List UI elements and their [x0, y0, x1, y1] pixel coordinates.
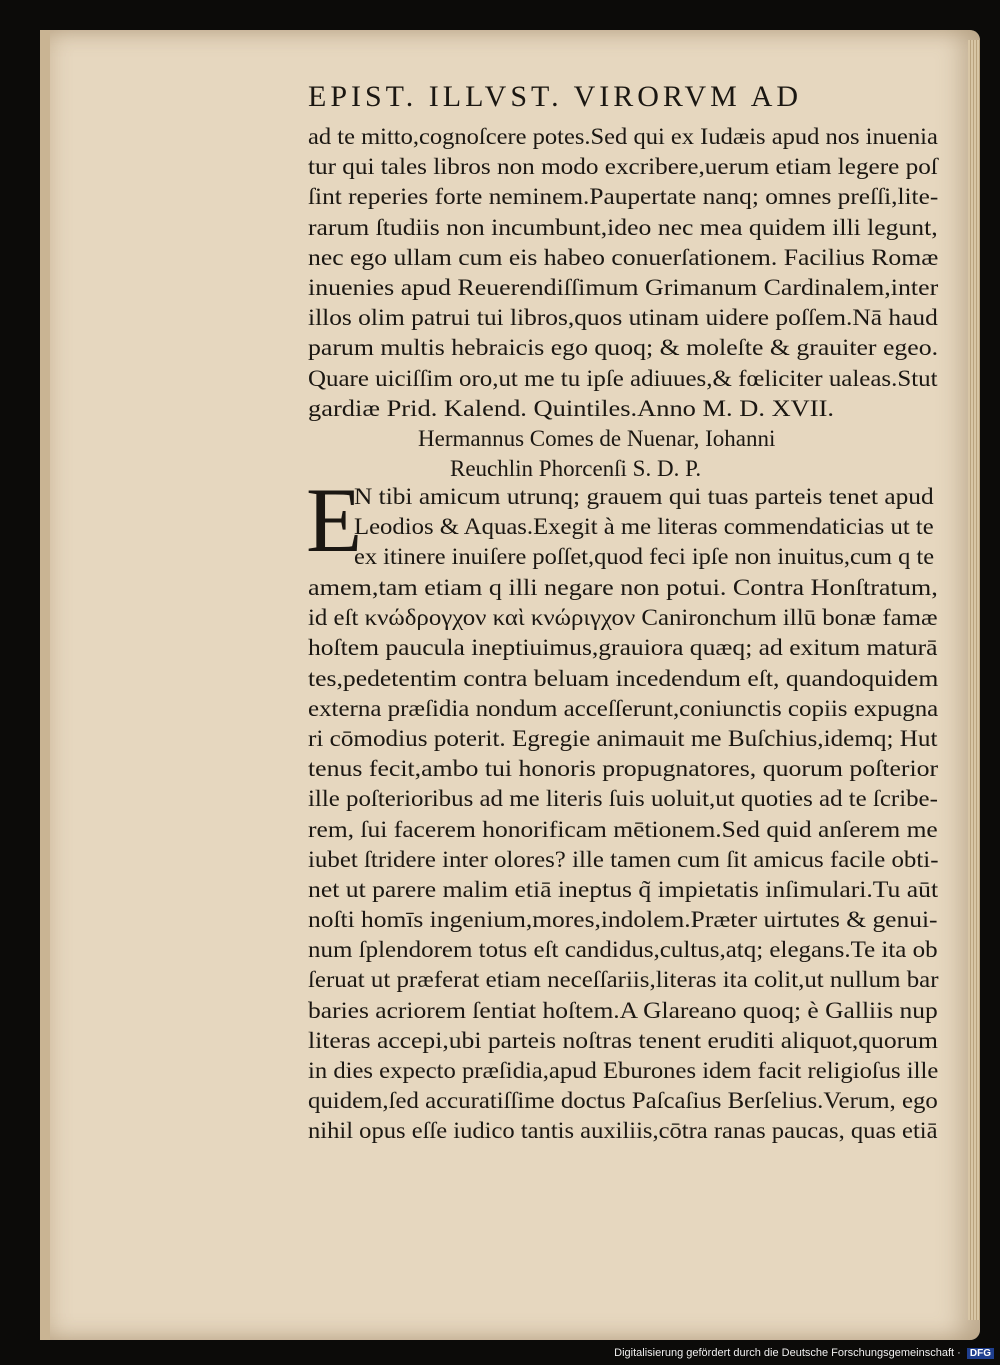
credit-text: Digitalisierung gefördert durch die Deutsche Forschungsgemeinschaft: [614, 1347, 955, 1359]
text-line: externa præſidia nondum acceſſerunt,coniunctis copiis expugna: [308, 695, 939, 721]
text-line: ad te mitto,cognoſcere potes.Sed qui ex Iudæis apud nos inuenia: [308, 124, 938, 149]
text-line: rarum ſtudiis non incumbunt,ideo nec mea quidem illi legunt,: [308, 214, 938, 240]
text-line: ex itinere inuiſere poſſet,quod feci ipſe non inuitus,cum q te: [354, 544, 935, 570]
text-line: ri cōmodius poterit. Egregie animauit me Buſchius,idemq; Hut: [308, 725, 938, 751]
text-line: hoſtem paucula ineptiuimus,grauiora quæq; ad exitum maturā: [308, 635, 938, 661]
text-line: id eſt κνώδρογχον καὶ κνώριγχον Canironchum illū bonæ famæ: [308, 605, 938, 631]
running-head: EPIST. ILLVST. VIRORVM AD: [308, 80, 803, 113]
text-line: N tibi amicum utrunq; grauem qui tuas parteis tenet apud: [354, 484, 934, 509]
paragraph-1: [308, 122, 938, 424]
text-line: baries acriorem ſentiat hoſtem.A Glareano quoq; è Galliis nup: [308, 997, 938, 1023]
text-line: gardiæ Prid. Kalend. Quintiles.Anno M. D. XVII.: [308, 395, 835, 421]
text-line: noſti homīs ingenium,mores,indolem.Præter uirtutes & genui-: [308, 907, 938, 933]
text-line: ſeruat ut præferat etiam neceſſariis,literas ita colit,ut nullum bar: [308, 967, 939, 993]
text-line: num ſplendorem totus eſt candidus,cultus,atq; elegans.Te ita ob: [308, 937, 938, 963]
text-line: quidem,ſed accuratiſſime doctus Paſcaſius Berſelius.Verum, ego: [308, 1088, 938, 1114]
text-line: iubet ſtridere inter olores? ille tamen cum ſit amicus facile obti-: [308, 846, 939, 872]
letter-heading-line-2: Reuchlin Phorcenſi S. D. P.: [450, 456, 702, 481]
paragraph-2: [308, 573, 938, 1147]
letter-heading: [418, 424, 838, 484]
text-line: rem, ſui facerem honorificam mētionem.Sed quid anſerem me: [308, 816, 938, 842]
text-line: illos olim patrui tui libros,quos utinam uidere poſſem.Nā haud: [308, 305, 938, 331]
text-line: tenus fecit,ambo tui honoris propugnatores, quorum poſterior: [308, 756, 939, 782]
dfg-logo: DFG: [967, 1348, 994, 1359]
text-line: ſint reperies forte neminem.Paupertate nanq; omnes preſſi,lite-: [308, 184, 939, 210]
text-line: tes,pedetentim contra beluam incedendum eſt, quandoquidem: [308, 665, 939, 691]
text-line: amem,tam etiam q illi negare non potui. Contra Honſtratum,: [308, 575, 938, 600]
text-line: tur qui tales libros non modo excribere,uerum etiam legere poſ: [308, 154, 938, 180]
text-line: nec ego ullam cum eis habeo conuerſationem. Facilius Romæ: [308, 244, 939, 270]
text-line: inuenies apud Reuerendiſſimum Grimanum Cardinalem,inter: [308, 274, 939, 300]
text-line: nihil opus eſſe iudico tantis auxiliis,cōtra ranas paucas, quas etiā: [308, 1118, 938, 1144]
digitization-credit: [614, 1347, 994, 1359]
page-gutter: [40, 30, 50, 1340]
credit-separator: ·: [957, 1347, 961, 1359]
text-line: in dies expecto præſidia,apud Eburones idem facit religioſus ille: [308, 1058, 939, 1083]
text-line: parum multis hebraicis ego quoq; & moleſte & grauiter egeo.: [308, 335, 939, 361]
text-line: literas accepi,ubi parteis noſtras tenent eruditi aliquot,quorum: [308, 1027, 938, 1053]
text-line: ille poſterioribus ad me literis ſuis uoluit,ut quoties ad te ſcribe-: [308, 786, 938, 812]
paragraph-2-indented: [354, 482, 934, 573]
drop-cap-initial: E: [306, 469, 363, 571]
text-line: net ut parere malim etiā ineptus q̃ impietatis inſimulari.Tu aūt: [308, 876, 939, 902]
text-line: Leodios & Aquas.Exegit à me literas commendaticias ut te: [354, 514, 934, 540]
letter-heading-line-1: Hermannus Comes de Nuenar, Iohanni: [418, 426, 776, 451]
text-line: Quare uiciſſim oro,ut me tu ipſe adiuues,& fœliciter ualeas.Stut: [308, 365, 938, 391]
